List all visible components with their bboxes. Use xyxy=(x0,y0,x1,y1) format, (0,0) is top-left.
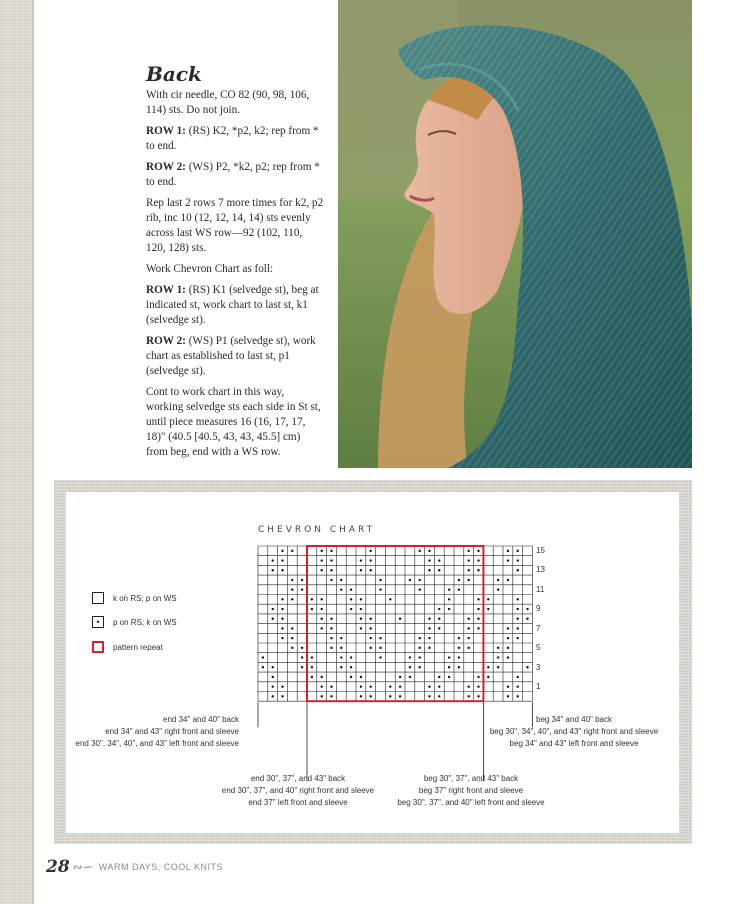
purl-stitch-dot xyxy=(438,569,440,571)
purl-stitch-dot xyxy=(311,656,313,658)
purl-stitch-dot xyxy=(350,588,352,590)
chevron-chart-panel xyxy=(66,492,679,833)
purl-stitch-dot xyxy=(272,685,274,687)
purl-stitch-dot xyxy=(438,627,440,629)
instruction-paragraph: Cont to work chart in this way, working selvedge sts each side in St st, until piece measures 16 (16, 17, 17, 18)" (40.5 [40.5, 43, 43, 45.5] cm) from beg, end with a WS row. xyxy=(146,386,321,458)
purl-stitch-dot xyxy=(487,598,489,600)
purl-stitch-dot xyxy=(487,608,489,610)
purl-stitch-dot xyxy=(438,618,440,620)
purl-stitch-dot xyxy=(507,695,509,697)
purl-stitch-dot xyxy=(507,656,509,658)
purl-stitch-dot xyxy=(477,569,479,571)
page-edge-texture xyxy=(0,0,34,904)
purl-stitch-dot xyxy=(409,656,411,658)
purl-stitch-dot xyxy=(428,559,430,561)
purl-stitch-dot xyxy=(497,666,499,668)
row-number: 13 xyxy=(536,565,545,574)
purl-stitch-dot xyxy=(448,598,450,600)
purl-stitch-dot xyxy=(321,685,323,687)
purl-stitch-dot xyxy=(281,685,283,687)
purl-stitch-dot xyxy=(458,647,460,649)
purl-stitch-dot xyxy=(477,685,479,687)
purl-stitch-dot xyxy=(350,676,352,678)
purl-stitch-dot xyxy=(311,608,313,610)
purl-stitch-dot xyxy=(477,559,479,561)
purl-stitch-dot xyxy=(468,559,470,561)
purl-stitch-dot xyxy=(428,647,430,649)
purl-stitch-dot xyxy=(507,647,509,649)
purl-stitch-dot xyxy=(340,666,342,668)
purl-stitch-dot xyxy=(350,656,352,658)
purl-stitch-dot xyxy=(458,579,460,581)
purl-stitch-dot xyxy=(370,550,372,552)
purl-stitch-dot xyxy=(360,685,362,687)
purl-stitch-dot xyxy=(477,695,479,697)
purl-stitch-dot xyxy=(370,695,372,697)
purl-stitch-dot xyxy=(379,588,381,590)
end-size-notes-left: end 34" and 40" back end 34" and 43" right front and sleeve end 30", 34", 40", and 43" left front and sleeve xyxy=(75,715,239,748)
purl-stitch-dot xyxy=(448,588,450,590)
purl-stitch-dot xyxy=(281,695,283,697)
row-number: 9 xyxy=(536,604,541,613)
purl-stitch-dot xyxy=(321,608,323,610)
purl-stitch-dot xyxy=(526,666,528,668)
purl-stitch-dot xyxy=(507,685,509,687)
purl-stitch-dot xyxy=(370,569,372,571)
purl-stitch-dot xyxy=(468,579,470,581)
purl-stitch-dot xyxy=(477,618,479,620)
purl-stitch-dot xyxy=(281,559,283,561)
section-heading: Back xyxy=(146,62,202,86)
purl-stitch-dot xyxy=(448,676,450,678)
purl-stitch-dot xyxy=(517,637,519,639)
purl-stitch-dot xyxy=(379,647,381,649)
purl-stitch-dot xyxy=(448,666,450,668)
purl-stitch-dot xyxy=(468,618,470,620)
purl-stitch-dot xyxy=(262,656,264,658)
purl-stitch-dot xyxy=(360,608,362,610)
purl-stitch-dot xyxy=(428,685,430,687)
purl-stitch-dot xyxy=(458,588,460,590)
purl-stitch-dot xyxy=(360,598,362,600)
purl-stitch-dot xyxy=(379,637,381,639)
row-number: 1 xyxy=(536,682,541,691)
page-number: 28 xyxy=(46,857,70,877)
purl-stitch-dot xyxy=(370,637,372,639)
purl-stitch-dot xyxy=(340,637,342,639)
purl-stitch-dot xyxy=(438,685,440,687)
purl-stitch-dot xyxy=(507,627,509,629)
instructions-text xyxy=(146,88,324,466)
purl-stitch-dot xyxy=(301,666,303,668)
purl-stitch-dot xyxy=(428,627,430,629)
beg-size-notes-right: beg 34" and 40" back beg 30", 34", 40", and 43" right front and sleeve beg 34" and 43" left front and sleeve xyxy=(489,715,659,748)
purl-stitch-dot xyxy=(360,695,362,697)
purl-stitch-dot xyxy=(281,637,283,639)
instruction-paragraph: ROW 2: (WS) P2, *k2, p2; rep from * to end. xyxy=(146,161,320,188)
purl-stitch-dot xyxy=(507,550,509,552)
purl-stitch-dot xyxy=(497,647,499,649)
purl-stitch-dot xyxy=(438,676,440,678)
purl-stitch-dot xyxy=(370,559,372,561)
purl-stitch-dot xyxy=(507,637,509,639)
purl-stitch-dot xyxy=(379,656,381,658)
purl-stitch-dot xyxy=(301,656,303,658)
purl-stitch-dot xyxy=(321,695,323,697)
purl-stitch-dot xyxy=(409,676,411,678)
purl-stitch-dot xyxy=(419,666,421,668)
legend-repeat xyxy=(92,641,163,653)
purl-stitch-dot xyxy=(507,579,509,581)
instruction-paragraph: Rep last 2 rows 7 more times for k2, p2 rib, inc 10 (12, 12, 14, 14) sts evenly across last WS row—92 (102, 110, 120, 128) sts. xyxy=(146,197,324,254)
pattern-repeat-icon xyxy=(92,641,104,653)
purl-stitch-dot xyxy=(468,637,470,639)
purl-stitch-dot xyxy=(340,647,342,649)
purl-stitch-dot xyxy=(281,627,283,629)
purl-stitch-dot xyxy=(272,559,274,561)
purl-stitch-dot xyxy=(291,637,293,639)
purl-stitch-dot xyxy=(477,627,479,629)
page-footer xyxy=(46,857,223,877)
row-number: 7 xyxy=(536,624,541,633)
purl-stitch-dot xyxy=(507,559,509,561)
purl-stitch-dot xyxy=(350,598,352,600)
purl-stitch-dot xyxy=(409,666,411,668)
purl-stitch-dot xyxy=(291,598,293,600)
purl-stitch-dot xyxy=(428,695,430,697)
purl-stitch-dot xyxy=(291,647,293,649)
purl-stitch-dot xyxy=(468,695,470,697)
purl-stitch-dot xyxy=(517,618,519,620)
purl-stitch-dot xyxy=(419,637,421,639)
purl-stitch-dot xyxy=(468,647,470,649)
purl-stitch-dot xyxy=(311,676,313,678)
instruction-paragraph: ROW 1: (RS) K1 (selvedge st), beg at indicated st, work chart to last st, k1 (selvedge st). xyxy=(146,284,319,326)
purl-stitch-dot xyxy=(301,647,303,649)
purl-stitch-dot xyxy=(370,685,372,687)
purl-stitch-dot xyxy=(370,618,372,620)
legend-label: pattern repeat xyxy=(113,642,163,652)
chart-frame xyxy=(54,480,692,844)
purl-stitch-dot xyxy=(281,550,283,552)
purl-stitch-dot xyxy=(497,579,499,581)
legend-knit xyxy=(92,592,177,604)
purl-stitch-dot xyxy=(477,608,479,610)
purl-stitch-dot xyxy=(370,627,372,629)
purl-stitch-dot xyxy=(399,676,401,678)
purl-stitch-dot xyxy=(272,676,274,678)
instruction-paragraph: ROW 2: (WS) P1 (selvedge st), work chart as established to last st, p1 (selvedge st). xyxy=(146,335,316,377)
purl-stitch-dot xyxy=(330,695,332,697)
purl-stitch-dot xyxy=(477,676,479,678)
instruction-paragraph: With cir needle, CO 82 (90, 98, 106, 114) sts. Do not join. xyxy=(146,89,310,116)
purl-stitch-dot xyxy=(477,550,479,552)
purl-stitch-dot xyxy=(301,579,303,581)
purl-stitch-dot xyxy=(272,618,274,620)
purl-stitch-dot xyxy=(281,598,283,600)
purl-stitch-dot xyxy=(321,569,323,571)
purl-stitch-dot xyxy=(458,656,460,658)
knit-symbol-icon xyxy=(92,592,104,604)
instruction-paragraph: ROW 1: (RS) K2, *p2, k2; rep from * to end. xyxy=(146,125,319,152)
purl-stitch-dot xyxy=(458,637,460,639)
purl-stitch-dot xyxy=(428,569,430,571)
purl-symbol-icon: • xyxy=(92,616,104,628)
purl-stitch-dot xyxy=(399,695,401,697)
purl-stitch-dot xyxy=(389,598,391,600)
purl-stitch-dot xyxy=(409,579,411,581)
purl-stitch-dot xyxy=(291,627,293,629)
row-number: 5 xyxy=(536,643,541,652)
purl-stitch-dot xyxy=(448,656,450,658)
purl-stitch-dot xyxy=(438,608,440,610)
purl-stitch-dot xyxy=(438,695,440,697)
purl-stitch-dot xyxy=(330,647,332,649)
purl-stitch-dot xyxy=(360,618,362,620)
purl-stitch-dot xyxy=(497,656,499,658)
purl-stitch-dot xyxy=(370,647,372,649)
purl-stitch-dot xyxy=(281,608,283,610)
purl-stitch-dot xyxy=(517,550,519,552)
purl-stitch-dot xyxy=(517,627,519,629)
purl-stitch-dot xyxy=(419,656,421,658)
purl-stitch-dot xyxy=(468,550,470,552)
purl-stitch-dot xyxy=(350,666,352,668)
purl-stitch-dot xyxy=(291,588,293,590)
purl-stitch-dot xyxy=(291,550,293,552)
purl-stitch-dot xyxy=(419,647,421,649)
purl-stitch-dot xyxy=(526,608,528,610)
purl-stitch-dot xyxy=(330,550,332,552)
purl-stitch-dot xyxy=(497,588,499,590)
purl-stitch-dot xyxy=(389,695,391,697)
purl-stitch-dot xyxy=(311,666,313,668)
purl-stitch-dot xyxy=(399,685,401,687)
ornament-icon: ∾∽ xyxy=(72,860,93,874)
model-photo xyxy=(338,0,692,468)
purl-stitch-dot xyxy=(517,676,519,678)
purl-stitch-dot xyxy=(321,550,323,552)
hooded-model-illustration xyxy=(338,0,692,468)
purl-stitch-dot xyxy=(399,618,401,620)
purl-stitch-dot xyxy=(438,559,440,561)
purl-stitch-dot xyxy=(330,637,332,639)
purl-stitch-dot xyxy=(360,569,362,571)
purl-stitch-dot xyxy=(517,695,519,697)
purl-stitch-dot xyxy=(281,569,283,571)
purl-stitch-dot xyxy=(379,579,381,581)
purl-stitch-dot xyxy=(330,627,332,629)
purl-stitch-dot xyxy=(517,685,519,687)
purl-stitch-dot xyxy=(272,666,274,668)
purl-stitch-dot xyxy=(419,588,421,590)
purl-stitch-dot xyxy=(321,598,323,600)
purl-stitch-dot xyxy=(321,627,323,629)
purl-stitch-dot xyxy=(360,559,362,561)
purl-stitch-dot xyxy=(389,685,391,687)
purl-stitch-dot xyxy=(468,569,470,571)
purl-stitch-dot xyxy=(291,579,293,581)
purl-stitch-dot xyxy=(321,676,323,678)
purl-stitch-dot xyxy=(360,676,362,678)
purl-stitch-dot xyxy=(340,588,342,590)
purl-stitch-dot xyxy=(517,569,519,571)
purl-stitch-dot xyxy=(281,618,283,620)
purl-stitch-dot xyxy=(468,685,470,687)
purl-stitch-dot xyxy=(468,627,470,629)
purl-stitch-dot xyxy=(330,559,332,561)
purl-stitch-dot xyxy=(262,666,264,668)
purl-stitch-dot xyxy=(360,627,362,629)
instruction-paragraph: Work Chevron Chart as foll: xyxy=(146,263,274,275)
legend-label: k on RS; p on WS xyxy=(113,593,177,603)
purl-stitch-dot xyxy=(311,598,313,600)
row-number: 11 xyxy=(536,585,545,594)
purl-stitch-dot xyxy=(487,676,489,678)
purl-stitch-dot xyxy=(517,608,519,610)
purl-stitch-dot xyxy=(477,598,479,600)
purl-stitch-dot xyxy=(330,685,332,687)
purl-stitch-dot xyxy=(517,598,519,600)
beg-size-notes-bottom: beg 30", 37", and 43" back beg 37" right front and sleeve beg 30", 37", and 40" left front and sleeve xyxy=(397,774,545,807)
purl-stitch-dot xyxy=(419,550,421,552)
purl-stitch-dot xyxy=(428,637,430,639)
legend-label: p on RS; k on WS xyxy=(113,617,177,627)
legend-purl xyxy=(92,616,177,628)
purl-stitch-dot xyxy=(487,666,489,668)
purl-stitch-dot xyxy=(321,618,323,620)
purl-stitch-dot xyxy=(340,579,342,581)
purl-stitch-dot xyxy=(340,656,342,658)
purl-stitch-dot xyxy=(272,569,274,571)
purl-stitch-dot xyxy=(330,618,332,620)
row-number: 15 xyxy=(536,546,545,555)
row-number: 3 xyxy=(536,663,541,672)
purl-stitch-dot xyxy=(458,666,460,668)
purl-stitch-dot xyxy=(428,618,430,620)
book-title: WARM DAYS, COOL KNITS xyxy=(98,862,223,872)
purl-stitch-dot xyxy=(419,579,421,581)
purl-stitch-dot xyxy=(517,559,519,561)
purl-stitch-dot xyxy=(272,695,274,697)
purl-stitch-dot xyxy=(350,608,352,610)
purl-stitch-dot xyxy=(321,559,323,561)
chart-title: CHEVRON CHART xyxy=(258,525,376,535)
purl-stitch-dot xyxy=(330,579,332,581)
purl-stitch-dot xyxy=(301,588,303,590)
purl-stitch-dot xyxy=(448,608,450,610)
purl-stitch-dot xyxy=(330,569,332,571)
purl-stitch-dot xyxy=(526,618,528,620)
end-size-notes-bottom: end 30", 37", and 43" back end 30", 37", and 40" right front and sleeve end 37" left front and sleeve xyxy=(221,774,375,807)
purl-stitch-dot xyxy=(428,550,430,552)
purl-stitch-dot xyxy=(272,608,274,610)
